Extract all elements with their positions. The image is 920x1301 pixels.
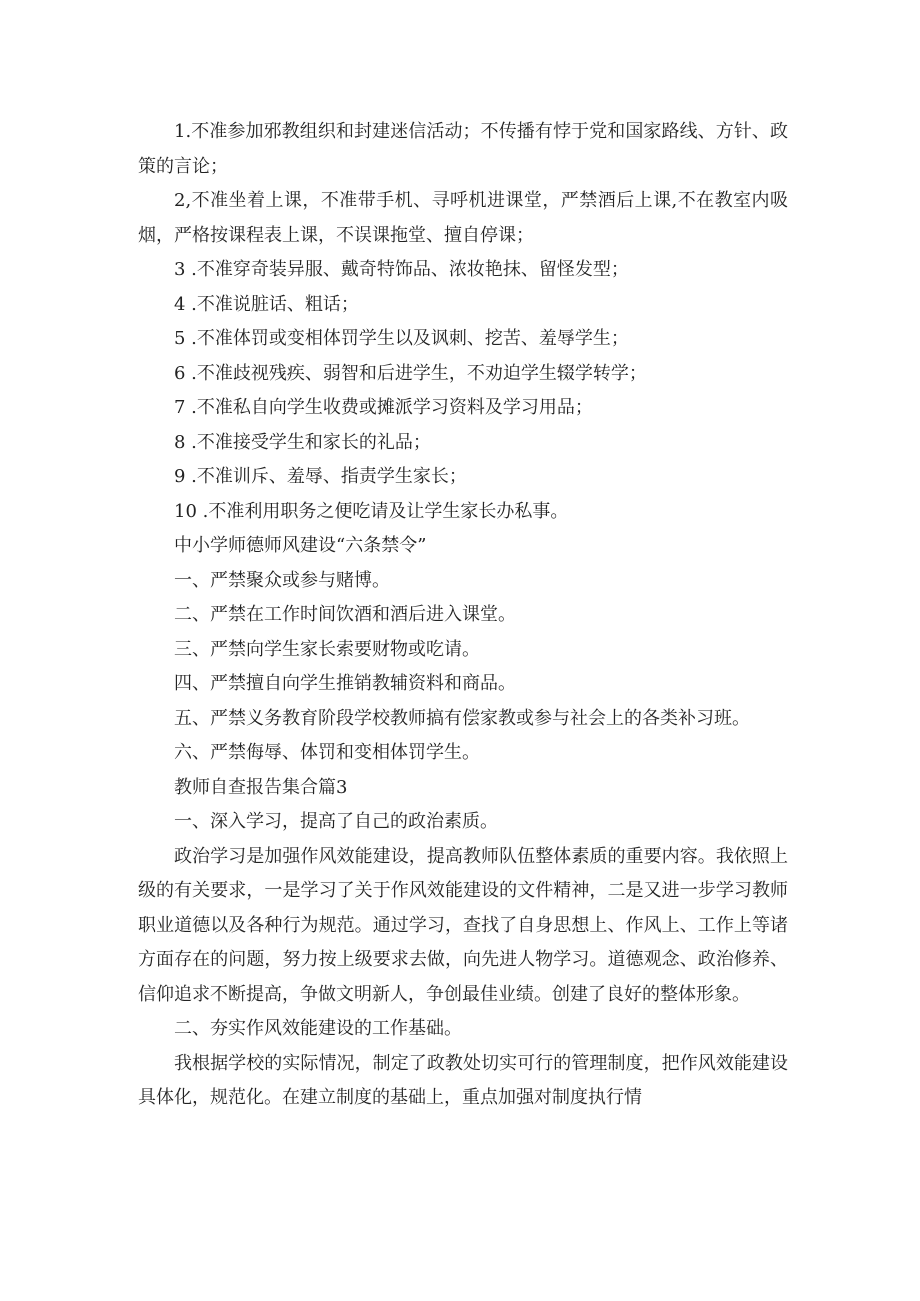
paragraph-rule-3: 3 .不准穿奇装异服、戴奇特饰品、浓妆艳抹、留怪发型； [174, 259, 629, 280]
paragraph-study-body: 政治学习是加强作风效能建设，提高教师队伍整体素质的重要内容。我依照上级的有关要求，一是学习了关于作风效能建设的文件精神，二是又进一步学习教师职业道德以及各种行为规范。通过学习，查找了自身思想上、作风上、工作上等诸方面存在的问题，努力按上级要求去做，向先进人物学习。道德观念、政治修养、信仰追求不断提高，争做文明新人，争创最佳业绩。创建了良好的整体形象。 [138, 845, 788, 1005]
paragraph-rule-10: 10 .不准利用职务之便吃请及让学生家长办私事。 [174, 500, 569, 522]
paragraph-rule-8: 8 .不准接受学生和家长的礼品； [174, 431, 431, 453]
paragraph-ban-6: 六、严禁侮辱、体罚和变相体罚学生。 [174, 742, 480, 763]
section-heading-report-3: 教师自查报告集合篇3 [174, 776, 348, 798]
paragraph-ban-3: 三、严禁向学生家长索要财物或吃请。 [174, 638, 480, 660]
subheading-study: 一、深入学习，提高了自己的政治素质。 [174, 811, 498, 832]
paragraph-rule-4: 4 .不准说脏话、粗话； [174, 293, 359, 315]
paragraph-ban-4: 四、严禁擅自向学生推销教辅资料和商品。 [174, 673, 516, 694]
document-body [138, 115, 788, 1116]
paragraph-rule-9: 9 .不准训斥、羞辱、指责学生家长； [174, 466, 467, 487]
paragraph-rule-6: 6 .不准歧视残疾、弱智和后进学生，不劝迫学生辍学转学； [174, 362, 647, 384]
subheading-foundation: 二、夯实作风效能建设的工作基础。 [174, 1018, 462, 1039]
paragraph-rule-7: 7 .不准私自向学生收费或摊派学习资料及学习用品； [174, 397, 593, 418]
section-heading-six-bans: 中小学师德师风建设“六条禁令” [174, 535, 427, 556]
paragraph-rule-5: 5 .不准体罚或变相体罚学生以及讽刺、挖苦、羞辱学生； [174, 328, 629, 349]
paragraph-foundation-body: 我根据学校的实际情况，制定了政教处切实可行的管理制度，把作风效能建设具体化，规范化。在建立制度的基础上，重点加强对制度执行情 [138, 1052, 788, 1108]
paragraph-ban-5: 五、严禁义务教育阶段学校教师搞有偿家教或参与社会上的各类补习班。 [174, 707, 750, 729]
paragraph-ban-1: 一、严禁聚众或参与赌博。 [174, 569, 390, 591]
paragraph-rule-2: 2,不准坐着上课，不准带手机、寻呼机进课堂，严禁酒后上课,不在教室内吸烟，严格按课程表上课，不误课拖堂、擅自停课； [138, 190, 788, 246]
paragraph-ban-2: 二、严禁在工作时间饮酒和酒后进入课堂。 [174, 604, 516, 625]
paragraph-rule-1: 1.不准参加邪教组织和封建迷信活动；不传播有悖于党和国家路线、方针、政策的言论； [138, 121, 788, 177]
